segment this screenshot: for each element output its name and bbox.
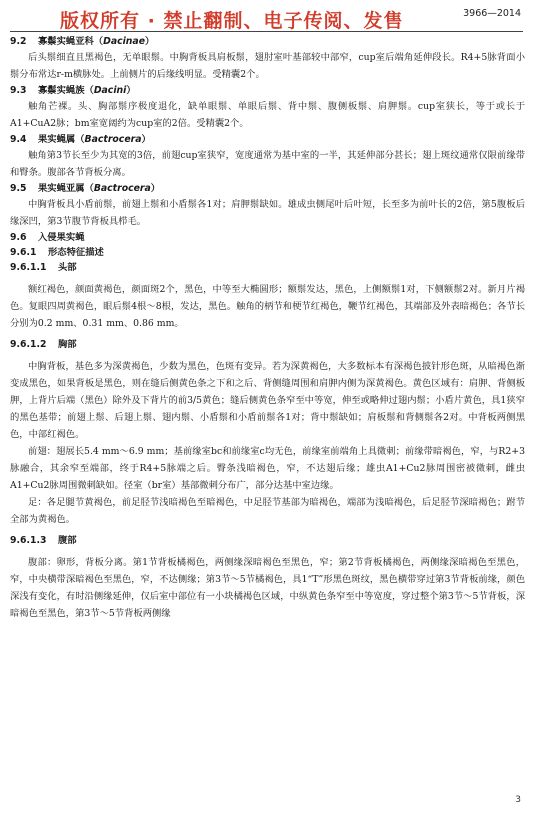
standard-code: 3966—2014 bbox=[463, 8, 521, 19]
section-title: 胸部 bbox=[58, 339, 77, 350]
section-title: 形态特征描述 bbox=[48, 247, 104, 258]
body-paragraph: 触角芒裸。头、胸部鬃序极度退化，缺单眼鬃、单眼后鬃、背中鬃、腹侧板鬃、肩胛鬃。cup室狭长，等于或长于A1+CuA2脉；bm室宽阔约为cup室的2倍。受精囊2个。 bbox=[10, 101, 525, 129]
header-rule bbox=[10, 31, 523, 32]
section-number: 9.5 bbox=[10, 183, 27, 194]
section-title: 果实蝇亚属 bbox=[38, 183, 85, 194]
section-number: 9.2 bbox=[10, 36, 27, 47]
latin-name: Bactrocera bbox=[84, 134, 142, 145]
section-number: 9.3 bbox=[10, 85, 27, 96]
section-title: 寡鬃实蝇亚科 bbox=[38, 36, 94, 47]
body-paragraph: 足：各足腿节黄褐色，前足胫节浅暗褐色至暗褐色，中足胫节基部为暗褐色，端部为浅暗褐色，后足胫节深暗褐色；跗节全部为黄褐色。 bbox=[10, 497, 525, 525]
body-paragraph: 中胸背板，基色多为深黄褐色，少数为黑色，色斑有变异。若为深黄褐色，大多数标本有深褐色披针形色斑，从暗褐色渐变成黑色，如果背板是黑色，则在缝后侧黄色条之下和之后、背侧缝周围和肩胛内侧为深黄褐色。黄色区域有：肩胛、背侧板胛，上背片后端（黑色）除外及下背片的前3/5黄色；缝后侧黄色条窄至中等宽，伸至或略伸过翅内鬃；小盾片黄色，具1狭窄的黑色基带；前翅上鬃、后翅上鬃、翅内鬃、小盾鬃和小盾前鬃各1对；背中鬃缺如；肩板鬃和背侧鬃各2对。中背板两侧黑色，中部红褐色。 bbox=[10, 361, 525, 440]
section-title: 寡鬃实蝇族 bbox=[38, 85, 85, 96]
section-title: 头部 bbox=[58, 262, 77, 273]
section-heading: 9.5 果实蝇亚属（Bactrocera） bbox=[10, 183, 161, 194]
section-number: 9.6.1.3 bbox=[10, 535, 47, 546]
section-heading: 9.2 寡鬃实蝇亚科（Dacinae） bbox=[10, 36, 155, 47]
section-number: 9.6.1.2 bbox=[10, 339, 47, 350]
section-number: 9.4 bbox=[10, 134, 27, 145]
body-paragraph: 触角第3节长至少为其宽的3倍，前翅cup室狭窄，宽度通常为基中室的一半，其延伸部分甚长；翅上斑纹通常仅限前缘带和臀条。腹部各节背板分离。 bbox=[10, 150, 525, 178]
body-paragraph: 腹部：卵形，背板分离。第1节背板橘褐色，两侧缘深暗褐色至黑色，窄；第2节背板橘褐色，两侧缘深暗褐色至黑色，窄，中央横带深暗褐色至黑色，窄，不达侧缘；第3节～5节橘褐色，具1“T”形黑色斑纹，黑色横带穿过第3节背板前缘，颜色深浅有变化，有时沿侧缘延伸，仅后室中部位有一小块橘褐色区域，中纵黄色条窄至中等宽度，穿过整个第3节～5节背板，深暗褐色至黑色，第3节～5节背板两侧缘 bbox=[10, 557, 525, 619]
section-heading bbox=[10, 337, 525, 352]
body-paragraph: 后头鬃细直且黑褐色，无单眼鬃。中胸背板具肩板鬃，翅肘室叶基部较中部窄，cup室后端角延伸段长。R4+5脉背面小鬃分布常达r-m横脉处。上前侧片的后缘线明显。受精囊2个。 bbox=[10, 52, 525, 80]
section-title: 腹部 bbox=[58, 535, 77, 546]
section-number: 9.6.1 bbox=[10, 247, 37, 258]
section-title: 入侵果实蝇 bbox=[38, 232, 85, 243]
section-heading: 9.3 寡鬃实蝇族（Dacini） bbox=[10, 85, 136, 96]
section-heading bbox=[10, 260, 525, 275]
body-paragraph: 前翅：翅展长5.4 mm～6.9 mm；基前缘室bc和前缘室c均无色，前缘室前端角上具微刺；前缘带暗褐色，窄，与R2+3脉融合，其余窄至端部，终于R4+5脉端之后。臀条浅暗褐色，窄，不达翅后缘；雄虫A1+Cu2脉周围密被微刺，雌虫A1+Cu2脉周围微刺缺如。径室（br室）基部微刺分布广，部分达基中室边缘。 bbox=[10, 446, 525, 491]
page-number: 3 bbox=[515, 795, 521, 805]
section-heading bbox=[10, 245, 525, 260]
section-number: 9.6 bbox=[10, 232, 27, 243]
section-title: 果实蝇属 bbox=[38, 134, 76, 145]
latin-name: Dacini bbox=[93, 85, 127, 96]
section-heading bbox=[10, 533, 525, 548]
section-number: 9.6.1.1 bbox=[10, 262, 47, 273]
document-body bbox=[10, 34, 525, 622]
latin-name: Dacinae bbox=[103, 36, 145, 47]
latin-name: Bactrocera bbox=[93, 183, 151, 194]
body-paragraph: 额红褐色，颜面黄褐色，颜面斑2个，黑色，中等至大椭圆形；额鬃发达，黑色，上侧额鬃1对，下侧额鬃2对。新月片褐色。复眼四周黄褐色，眼后鬃4根～8根，发达，黑色。触角的柄节和梗节红褐色，鞭节红褐色，其端部及外表暗褐色；各节长分别为0.2 mm、0.31 mm、0.86 mm。 bbox=[10, 284, 525, 329]
section-heading: 9.4 果实蝇属（Bactrocera） bbox=[10, 134, 151, 145]
copyright-watermark: 版权所有 · 禁止翻制、电子传阅、发售 bbox=[60, 10, 404, 32]
body-paragraph: 中胸背板具小盾前鬃，前翅上鬃和小盾鬃各1对；肩胛鬃缺如。雄成虫侧尾叶后叶短，长至多为前叶长的2倍，第5腹板后缘深凹，第3节腹节背板具栉毛。 bbox=[10, 199, 525, 227]
section-heading bbox=[10, 230, 525, 245]
